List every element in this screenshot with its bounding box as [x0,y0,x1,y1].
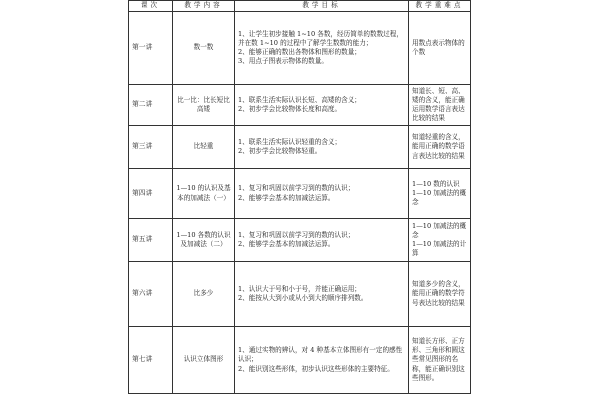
objective-item: 1、让学生初步接触 1~10 各数，经历简单的数数过程，并在数 1~10 的过程中了解学生数数的能力； [238,29,403,47]
objective-item: 1、复习和巩固以前学习到的数的认识； [238,184,355,193]
objective-item: 2、能识别这些形体，初步认识这些形体的主要特征。 [238,364,394,373]
lesson-content: 数一数 [173,12,235,85]
lesson-number: 第三讲 [129,126,173,169]
key-point: 用数点表示物体的个数 [412,38,465,56]
key-point: 1—10 加减法的概念 [412,188,467,207]
lesson-key-points [409,262,471,327]
lesson-key-points [409,219,471,262]
lesson-content: 比一比：比长短比高矮 [173,85,235,126]
key-point: 1—10 加减法的计算 [412,240,467,258]
table-header-row [129,1,471,12]
header-objectives: 教学目标 [235,1,409,12]
key-point: 知道长、短、高、矮的含义，能正确运用数学语言表达比较的结果 [412,86,465,123]
key-point: 1—10 加减法的概念 [412,221,467,239]
lesson-number: 第二讲 [129,85,173,126]
objective-item: 2、能够正确的数出各物体和图形的数量； [238,48,361,56]
lesson-number: 第六讲 [129,262,173,327]
lesson-key-points [409,327,471,394]
lesson-key-points [409,85,471,126]
lesson-key-points [409,169,471,219]
table-row [129,327,471,394]
lesson-objectives [235,327,409,394]
objective-item: 2、初步学会比较物体长度和高度。 [238,105,342,113]
table-row [129,219,471,262]
objective-item: 2、能够学会基本的加减法运算。 [238,240,335,248]
objective-item: 3、用点子图表示物体的数量。 [238,57,328,66]
lesson-objectives [235,262,409,327]
lesson-number: 第七讲 [129,327,173,394]
table-row [129,12,471,85]
lesson-number: 第一讲 [129,12,173,85]
objective-item: 2、能够学会基本的加减法运算。 [238,193,335,202]
lesson-key-points [409,12,471,85]
header-lesson: 课次 [129,1,173,12]
objective-item: 2、能按从大到小或从小到大的顺序排列数。 [238,294,368,302]
table-row [129,85,471,126]
objective-item: 1、认识大于号和小于号，并能正确运用； [238,284,361,293]
key-point: 1—10 数的认识 [412,179,460,188]
key-point: 知道多少的含义，能用正确的数学符号表达比较的结果 [412,280,465,307]
header-content: 教学内容 [173,1,235,12]
lesson-number: 第四讲 [129,169,173,219]
lesson-objectives [235,12,409,85]
lesson-objectives [235,219,409,262]
lesson-content: 1—10 的认识及基本的加减法（一） [173,169,235,219]
lesson-number: 第五讲 [129,219,173,262]
objective-item: 1、联系生活实际认识长短、高矮的含义； [238,95,361,104]
lesson-objectives [235,85,409,126]
objective-item: 1、通过实物的辨认，对 4 种基本立体图形有一定的感性认识； [238,346,403,364]
header-key-points: 教学重难点 [409,1,471,12]
lesson-content: 比轻重 [173,126,235,169]
lesson-content: 认识立体图形 [173,327,235,394]
lesson-content: 比多少 [173,262,235,327]
table-row [129,169,471,219]
lesson-plan-table [128,0,471,394]
key-point: 知道长方形、正方形、三角形和圆这些常见图形的名称，能正确识别这些图形。 [412,336,465,382]
table-row [129,126,471,169]
key-point: 知道轻重的含义，能用正确的数学语言表达比较的结果 [412,133,465,160]
objective-item: 2、初步学会比较物体轻重。 [238,147,322,155]
lesson-objectives [235,169,409,219]
lesson-objectives [235,126,409,169]
table-row [129,262,471,327]
lesson-key-points [409,126,471,169]
objective-item: 1、联系生活实际认识轻重的含义； [238,137,342,146]
lesson-content: 1—10 各数的认识及加减法（二） [173,219,235,262]
objective-item: 1、复习和巩固以前学习到的数的认识； [238,230,355,239]
